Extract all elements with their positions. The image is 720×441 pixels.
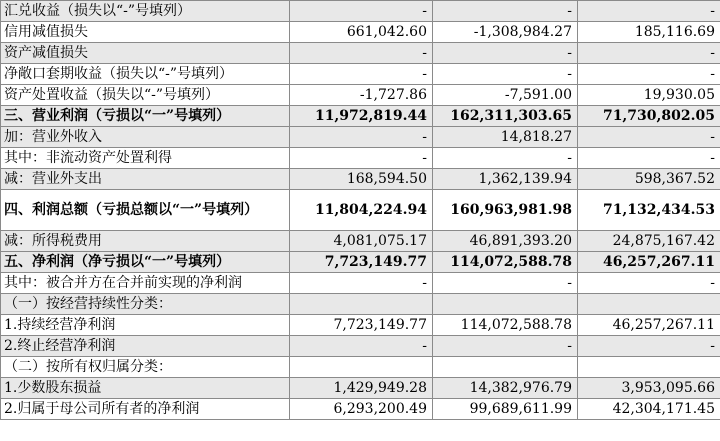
value-cell-1: - bbox=[290, 127, 433, 148]
row-label: 减：所得税费用 bbox=[1, 231, 290, 252]
value-cell-1 bbox=[290, 294, 433, 315]
table-row bbox=[1, 357, 720, 378]
table-row bbox=[1, 85, 720, 106]
value-cell-2: 46,891,393.20 bbox=[433, 231, 578, 252]
value-cell-3 bbox=[578, 357, 720, 378]
value-cell-3: - bbox=[578, 1, 720, 22]
value-cell-2: -7,591.00 bbox=[433, 85, 578, 106]
row-label: 其中：非流动资产处置利得 bbox=[1, 148, 290, 169]
value-cell-1: - bbox=[290, 148, 433, 169]
row-label: 减：营业外支出 bbox=[1, 169, 290, 190]
value-cell-2: 14,818.27 bbox=[433, 127, 578, 148]
table-row bbox=[1, 378, 720, 399]
row-label: 三、营业利润（亏损以“一”号填列） bbox=[1, 106, 290, 127]
table-row bbox=[1, 22, 720, 43]
value-cell-1: 4,081,075.17 bbox=[290, 231, 433, 252]
value-cell-2: 160,963,981.98 bbox=[433, 190, 578, 231]
value-cell-3: - bbox=[578, 64, 720, 85]
table-row bbox=[1, 252, 720, 273]
value-cell-3: - bbox=[578, 43, 720, 64]
value-cell-2 bbox=[433, 294, 578, 315]
row-label: 1.少数股东损益 bbox=[1, 378, 290, 399]
value-cell-2: 114,072,588.78 bbox=[433, 252, 578, 273]
row-label: （一）按经营持续性分类： bbox=[1, 294, 290, 315]
row-label: （二）按所有权归属分类： bbox=[1, 357, 290, 378]
table-row bbox=[1, 336, 720, 357]
income-statement-body bbox=[1, 1, 720, 420]
table-row bbox=[1, 148, 720, 169]
value-cell-1: 11,804,224.94 bbox=[290, 190, 433, 231]
value-cell-3: 185,116.69 bbox=[578, 22, 720, 43]
table-row bbox=[1, 106, 720, 127]
value-cell-3: - bbox=[578, 127, 720, 148]
row-label: 信用减值损失 bbox=[1, 22, 290, 43]
value-cell-2 bbox=[433, 357, 578, 378]
value-cell-2: 114,072,588.78 bbox=[433, 315, 578, 336]
value-cell-2: - bbox=[433, 273, 578, 294]
value-cell-1: - bbox=[290, 1, 433, 22]
value-cell-3: - bbox=[578, 273, 720, 294]
value-cell-1: - bbox=[290, 273, 433, 294]
value-cell-1: - bbox=[290, 336, 433, 357]
table-row bbox=[1, 399, 720, 420]
value-cell-1: 168,594.50 bbox=[290, 169, 433, 190]
value-cell-1: 1,429,949.28 bbox=[290, 378, 433, 399]
value-cell-3: 42,304,171.45 bbox=[578, 399, 720, 420]
row-label: 五、净利润（净亏损以“一”号填列） bbox=[1, 252, 290, 273]
value-cell-3: 71,132,434.53 bbox=[578, 190, 720, 231]
table-row bbox=[1, 294, 720, 315]
value-cell-2: 99,689,611.99 bbox=[433, 399, 578, 420]
value-cell-1: 661,042.60 bbox=[290, 22, 433, 43]
value-cell-1: -1,727.86 bbox=[290, 85, 433, 106]
row-label: 其中：被合并方在合并前实现的净利润 bbox=[1, 273, 290, 294]
table-row bbox=[1, 43, 720, 64]
value-cell-3: 3,953,095.66 bbox=[578, 378, 720, 399]
value-cell-2: - bbox=[433, 1, 578, 22]
value-cell-3: 71,730,802.05 bbox=[578, 106, 720, 127]
value-cell-2: -1,308,984.27 bbox=[433, 22, 578, 43]
table-row bbox=[1, 273, 720, 294]
table-row bbox=[1, 1, 720, 22]
row-label: 四、利润总额（亏损总额以“一”号填列） bbox=[1, 190, 290, 231]
value-cell-1: 7,723,149.77 bbox=[290, 315, 433, 336]
value-cell-1 bbox=[290, 357, 433, 378]
value-cell-3: 598,367.52 bbox=[578, 169, 720, 190]
value-cell-2: - bbox=[433, 148, 578, 169]
value-cell-2: 14,382,976.79 bbox=[433, 378, 578, 399]
row-label: 资产减值损失 bbox=[1, 43, 290, 64]
value-cell-3: - bbox=[578, 148, 720, 169]
value-cell-2: 1,362,139.94 bbox=[433, 169, 578, 190]
value-cell-1: - bbox=[290, 64, 433, 85]
row-label: 净敞口套期收益（损失以“-”号填列） bbox=[1, 64, 290, 85]
row-label: 1.持续经营净利润 bbox=[1, 315, 290, 336]
value-cell-2: 162,311,303.65 bbox=[433, 106, 578, 127]
table-row bbox=[1, 190, 720, 231]
table-row bbox=[1, 315, 720, 336]
value-cell-2: - bbox=[433, 64, 578, 85]
row-label: 2.终止经营净利润 bbox=[1, 336, 290, 357]
table-row bbox=[1, 64, 720, 85]
value-cell-3: 46,257,267.11 bbox=[578, 315, 720, 336]
table-row bbox=[1, 127, 720, 148]
value-cell-3: 24,875,167.42 bbox=[578, 231, 720, 252]
row-label: 加：营业外收入 bbox=[1, 127, 290, 148]
value-cell-2: - bbox=[433, 336, 578, 357]
value-cell-3: 19,930.05 bbox=[578, 85, 720, 106]
value-cell-3: 46,257,267.11 bbox=[578, 252, 720, 273]
table-row bbox=[1, 231, 720, 252]
value-cell-1: 6,293,200.49 bbox=[290, 399, 433, 420]
table-row bbox=[1, 169, 720, 190]
row-label: 汇兑收益（损失以“-”号填列） bbox=[1, 1, 290, 22]
value-cell-1: 11,972,819.44 bbox=[290, 106, 433, 127]
value-cell-2: - bbox=[433, 43, 578, 64]
row-label: 资产处置收益（损失以“-”号填列） bbox=[1, 85, 290, 106]
value-cell-3: - bbox=[578, 336, 720, 357]
value-cell-3 bbox=[578, 294, 720, 315]
row-label: 2.归属于母公司所有者的净利润 bbox=[1, 399, 290, 420]
value-cell-1: - bbox=[290, 43, 433, 64]
value-cell-1: 7,723,149.77 bbox=[290, 252, 433, 273]
